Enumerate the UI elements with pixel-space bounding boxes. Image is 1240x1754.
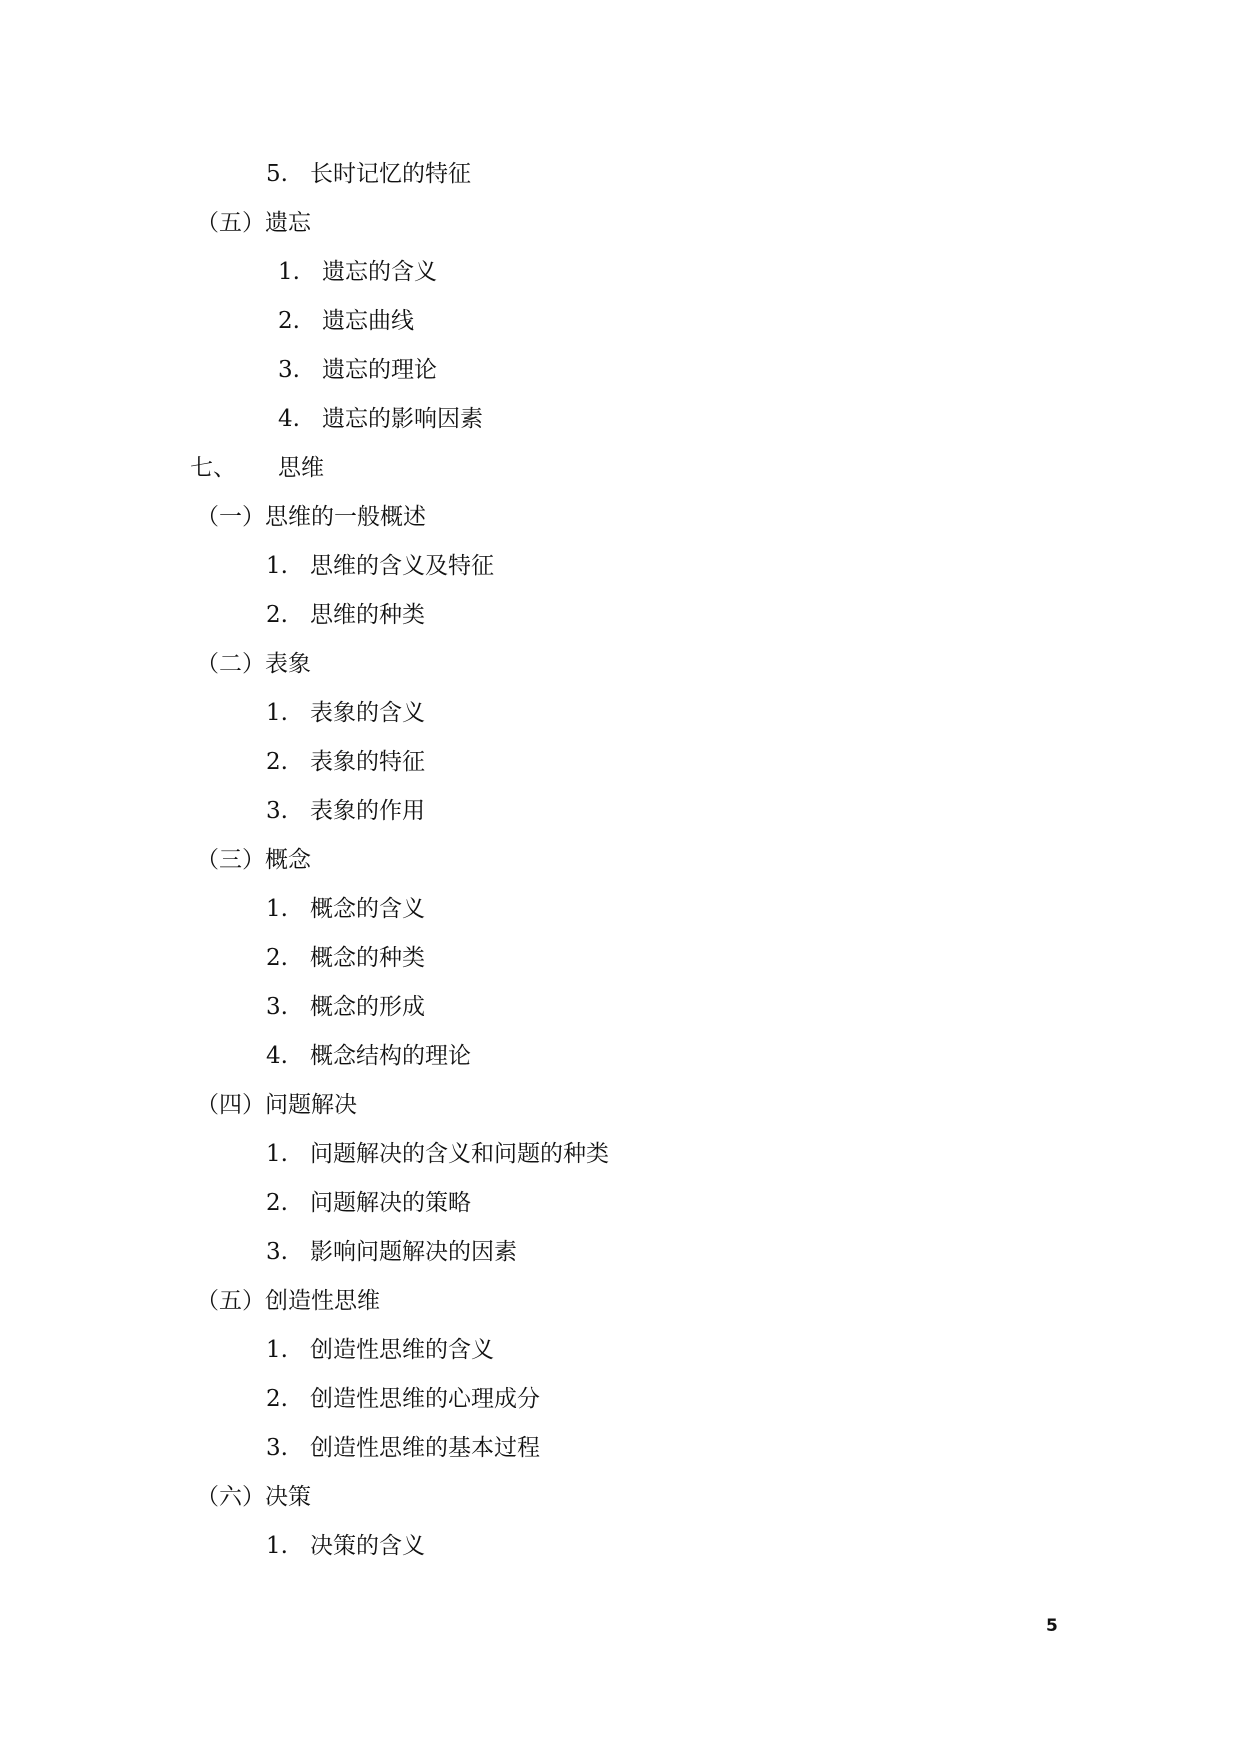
item-text: 思维的种类 [310, 602, 425, 628]
section-heading [0, 1277, 1240, 1326]
item-number: 3. [266, 798, 288, 824]
item-text: （五）创造性思维 [196, 1288, 380, 1314]
item-text: 表象的含义 [310, 700, 425, 726]
item-text: 思维 [278, 455, 324, 481]
item-text: 长时记忆的特征 [310, 161, 471, 187]
outline-item [0, 885, 1240, 934]
item-number: 2. [266, 749, 288, 775]
item-text: 创造性思维的基本过程 [310, 1435, 540, 1461]
item-text: （五）遗忘 [196, 210, 311, 236]
item-number: 2. [278, 308, 300, 334]
item-number: 3. [266, 1435, 288, 1461]
outline-item [0, 738, 1240, 787]
section-heading [0, 836, 1240, 885]
item-number: 2. [266, 602, 288, 628]
item-number: 4. [266, 1043, 288, 1069]
item-number: 1. [266, 1337, 288, 1363]
item-text: 决策的含义 [310, 1533, 425, 1559]
outline-item [0, 1032, 1240, 1081]
item-text: 影响问题解决的因素 [310, 1239, 517, 1265]
item-text: 遗忘的含义 [322, 259, 437, 285]
outline-item [0, 689, 1240, 738]
section-heading [0, 1081, 1240, 1130]
section-heading [0, 199, 1240, 248]
outline-item [0, 1179, 1240, 1228]
item-text: 概念的含义 [310, 896, 425, 922]
section-heading [0, 493, 1240, 542]
item-number: 4. [278, 406, 300, 432]
item-number: 3. [266, 1239, 288, 1265]
chapter-heading [0, 444, 1240, 493]
item-text: 概念的种类 [310, 945, 425, 971]
outline-item [0, 983, 1240, 1032]
outline-item [0, 1130, 1240, 1179]
outline-list [0, 150, 1240, 1571]
item-text: （六）决策 [196, 1484, 311, 1510]
outline-item [0, 934, 1240, 983]
item-number: 1. [266, 700, 288, 726]
item-text: 概念的形成 [310, 994, 425, 1020]
outline-item [0, 1375, 1240, 1424]
item-number: 5. [266, 161, 288, 187]
item-text: 遗忘的影响因素 [322, 406, 483, 432]
item-text: 问题解决的含义和问题的种类 [310, 1141, 609, 1167]
item-number: 3. [266, 994, 288, 1020]
item-text: （一）思维的一般概述 [196, 504, 426, 530]
item-text: 创造性思维的心理成分 [310, 1386, 540, 1412]
item-text: 表象的作用 [310, 798, 425, 824]
item-number: 2. [266, 1190, 288, 1216]
item-text: 创造性思维的含义 [310, 1337, 494, 1363]
outline-item [0, 297, 1240, 346]
item-text: 问题解决的策略 [310, 1190, 471, 1216]
outline-item [0, 1228, 1240, 1277]
outline-item [0, 787, 1240, 836]
outline-item [0, 395, 1240, 444]
item-text: 遗忘曲线 [322, 308, 414, 334]
item-text: （二）表象 [196, 651, 311, 677]
outline-item [0, 542, 1240, 591]
outline-item [0, 591, 1240, 640]
item-number: 1. [266, 553, 288, 579]
outline-item [0, 1522, 1240, 1571]
item-number: 1. [278, 259, 300, 285]
item-number: 2. [266, 1386, 288, 1412]
section-heading [0, 1473, 1240, 1522]
item-number: 1. [266, 1533, 288, 1559]
item-text: 遗忘的理论 [322, 357, 437, 383]
outline-item [0, 248, 1240, 297]
outline-item [0, 150, 1240, 199]
outline-item [0, 1424, 1240, 1473]
item-number: 1. [266, 1141, 288, 1167]
item-number: 七、 [190, 455, 236, 481]
item-text: （三）概念 [196, 847, 311, 873]
page-number: 5 [1046, 1616, 1058, 1636]
item-text: 表象的特征 [310, 749, 425, 775]
item-number: 1. [266, 896, 288, 922]
outline-item [0, 1326, 1240, 1375]
item-text: 概念结构的理论 [310, 1043, 471, 1069]
item-text: （四）问题解决 [196, 1092, 357, 1118]
item-text: 思维的含义及特征 [310, 553, 494, 579]
outline-item [0, 346, 1240, 395]
item-number: 3. [278, 357, 300, 383]
section-heading [0, 640, 1240, 689]
item-number: 2. [266, 945, 288, 971]
